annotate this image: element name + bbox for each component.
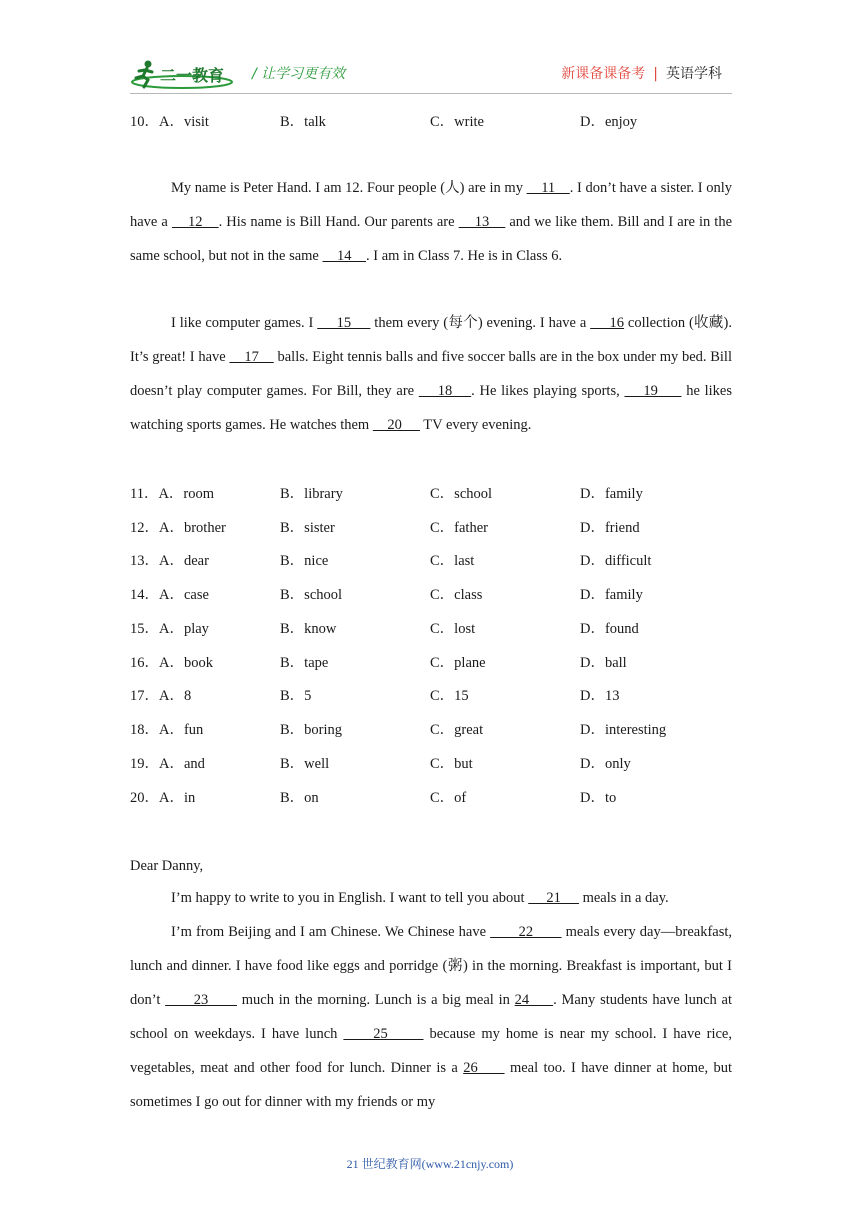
option-a: 17．A．8 (130, 688, 192, 704)
blank-20: 20 (372, 416, 420, 433)
page-footer: 21 世纪教育网(www.21cnjy.com) (346, 1157, 514, 1171)
passage3-paragraph1: I’m happy to write to you in English. I want to tell you about 21 meals in a day. (171, 890, 669, 906)
blank-17: 17 (229, 348, 274, 365)
blank-19: 19 (624, 382, 682, 399)
option-a: 12．A．brother (130, 520, 226, 536)
page-header (130, 58, 732, 94)
passage3-paragraph2: I’m from Beijing and I am Chinese. We Chinese have 22 meals every day—breakfast, lunch and dinner. I have food like eggs and porridge (粥) in the morning. Breakfast is important, but I don’t 23 much in the morning. Lunch is a big meal in 24 . Many students have lunch at school on weekdays. I have lunch 25 because my home is near my school. I have rice, vegetables, meat and other food for lunch. Dinner is a 26 meal too. I have dinner at home, but sometimes I go out for dinner with my friends or my (130, 924, 733, 1110)
option-b: B．on (280, 790, 319, 806)
option-b: B．boring (280, 722, 343, 738)
blank-12: 12 (171, 213, 219, 230)
letter-salutation: Dear Danny, (130, 858, 204, 874)
blank-25: 25 (343, 1025, 424, 1042)
header-divider (130, 93, 732, 94)
option-a: 14．A．case (130, 587, 209, 603)
option-c: C．lost (430, 621, 476, 637)
option-d: D．interesting (580, 722, 667, 738)
option-b: B．well (280, 756, 330, 772)
option-d: D．found (580, 621, 639, 637)
header-subject: 英语学科 (666, 66, 722, 82)
option-a: 13．A．dear (130, 553, 209, 569)
option-a: 10．A．visit (130, 114, 209, 130)
blank-11: 11 (526, 180, 570, 196)
option-d: D．to (580, 790, 617, 806)
blank-21: 21 (528, 890, 579, 906)
option-d: D．family (580, 587, 643, 603)
option-a: 18．A．fun (130, 722, 204, 738)
option-a: 16．A．book (130, 655, 213, 671)
option-c: C．of (430, 790, 467, 806)
option-c: C．school (430, 486, 493, 502)
option-a: 20．A．in (130, 790, 196, 806)
option-d: D．ball (580, 655, 627, 671)
passage2-paragraph2: I like computer games. I 15 them every (每个) evening. I have a 16 collection (收藏). It’s great! I have 17 balls. Eight tennis balls and five soccer balls are in the box under my bed. Bill doesn’t play computer games. For Bill, they are 18 . He likes playing sports, 19 he likes watching sports games. He watches them 20 TV every evening. (130, 315, 733, 433)
option-b: B．tape (280, 655, 329, 671)
option-c: C．but (430, 756, 473, 772)
option-d: D．friend (580, 520, 640, 536)
blank-24: 24 (514, 991, 554, 1008)
option-b: B．know (280, 621, 337, 637)
option-c: C．15 (430, 688, 469, 704)
option-d: D．enjoy (580, 114, 638, 130)
option-b: B．library (280, 486, 343, 502)
option-c: C．plane (430, 655, 486, 671)
option-d: D．difficult (580, 553, 652, 569)
option-c: C．great (430, 722, 484, 738)
blank-22: 22 (490, 924, 562, 940)
header-separator: | (653, 66, 658, 82)
option-b: B．sister (280, 520, 335, 536)
option-a: 15．A．play (130, 621, 209, 637)
option-d: D．family (580, 486, 643, 502)
blank-13: 13 (458, 213, 506, 230)
option-b: B．school (280, 587, 343, 603)
header-slogan: / 让学习更有效 (252, 66, 346, 82)
blank-14: 14 (322, 247, 366, 264)
option-c: C．last (430, 553, 475, 569)
option-b: B．nice (280, 553, 329, 569)
blank-18: 18 (418, 382, 472, 399)
header-label: 新课备课备考 (561, 66, 646, 82)
blank-26: 26 (463, 1059, 505, 1076)
option-c: C．class (430, 587, 483, 603)
passage2-paragraph1: My name is Peter Hand. I am 12. Four people (人) are in my 11 . I don’t have a sister. I only have a 12 . His name is Bill Hand. Our parents are 13 and we like them. Bill and I are in the same school, but not in the same 14 . I am in Class 7. He is in Class 6. (130, 180, 733, 264)
blank-23: 23 (165, 991, 237, 1008)
option-b: B．talk (280, 114, 326, 130)
option-c: C．write (430, 114, 484, 130)
option-b: B．5 (280, 688, 312, 704)
option-d: D．only (580, 756, 631, 772)
option-d: D．13 (580, 688, 620, 704)
blank-15: 15 (317, 315, 371, 331)
logo-text: 二一教育 (160, 66, 225, 85)
blank-16: 16 (590, 315, 625, 331)
option-c: C．father (430, 520, 488, 536)
option-a: 19．A．and (130, 756, 205, 772)
header-right (561, 63, 722, 83)
option-a: 11．A．room (130, 486, 215, 502)
